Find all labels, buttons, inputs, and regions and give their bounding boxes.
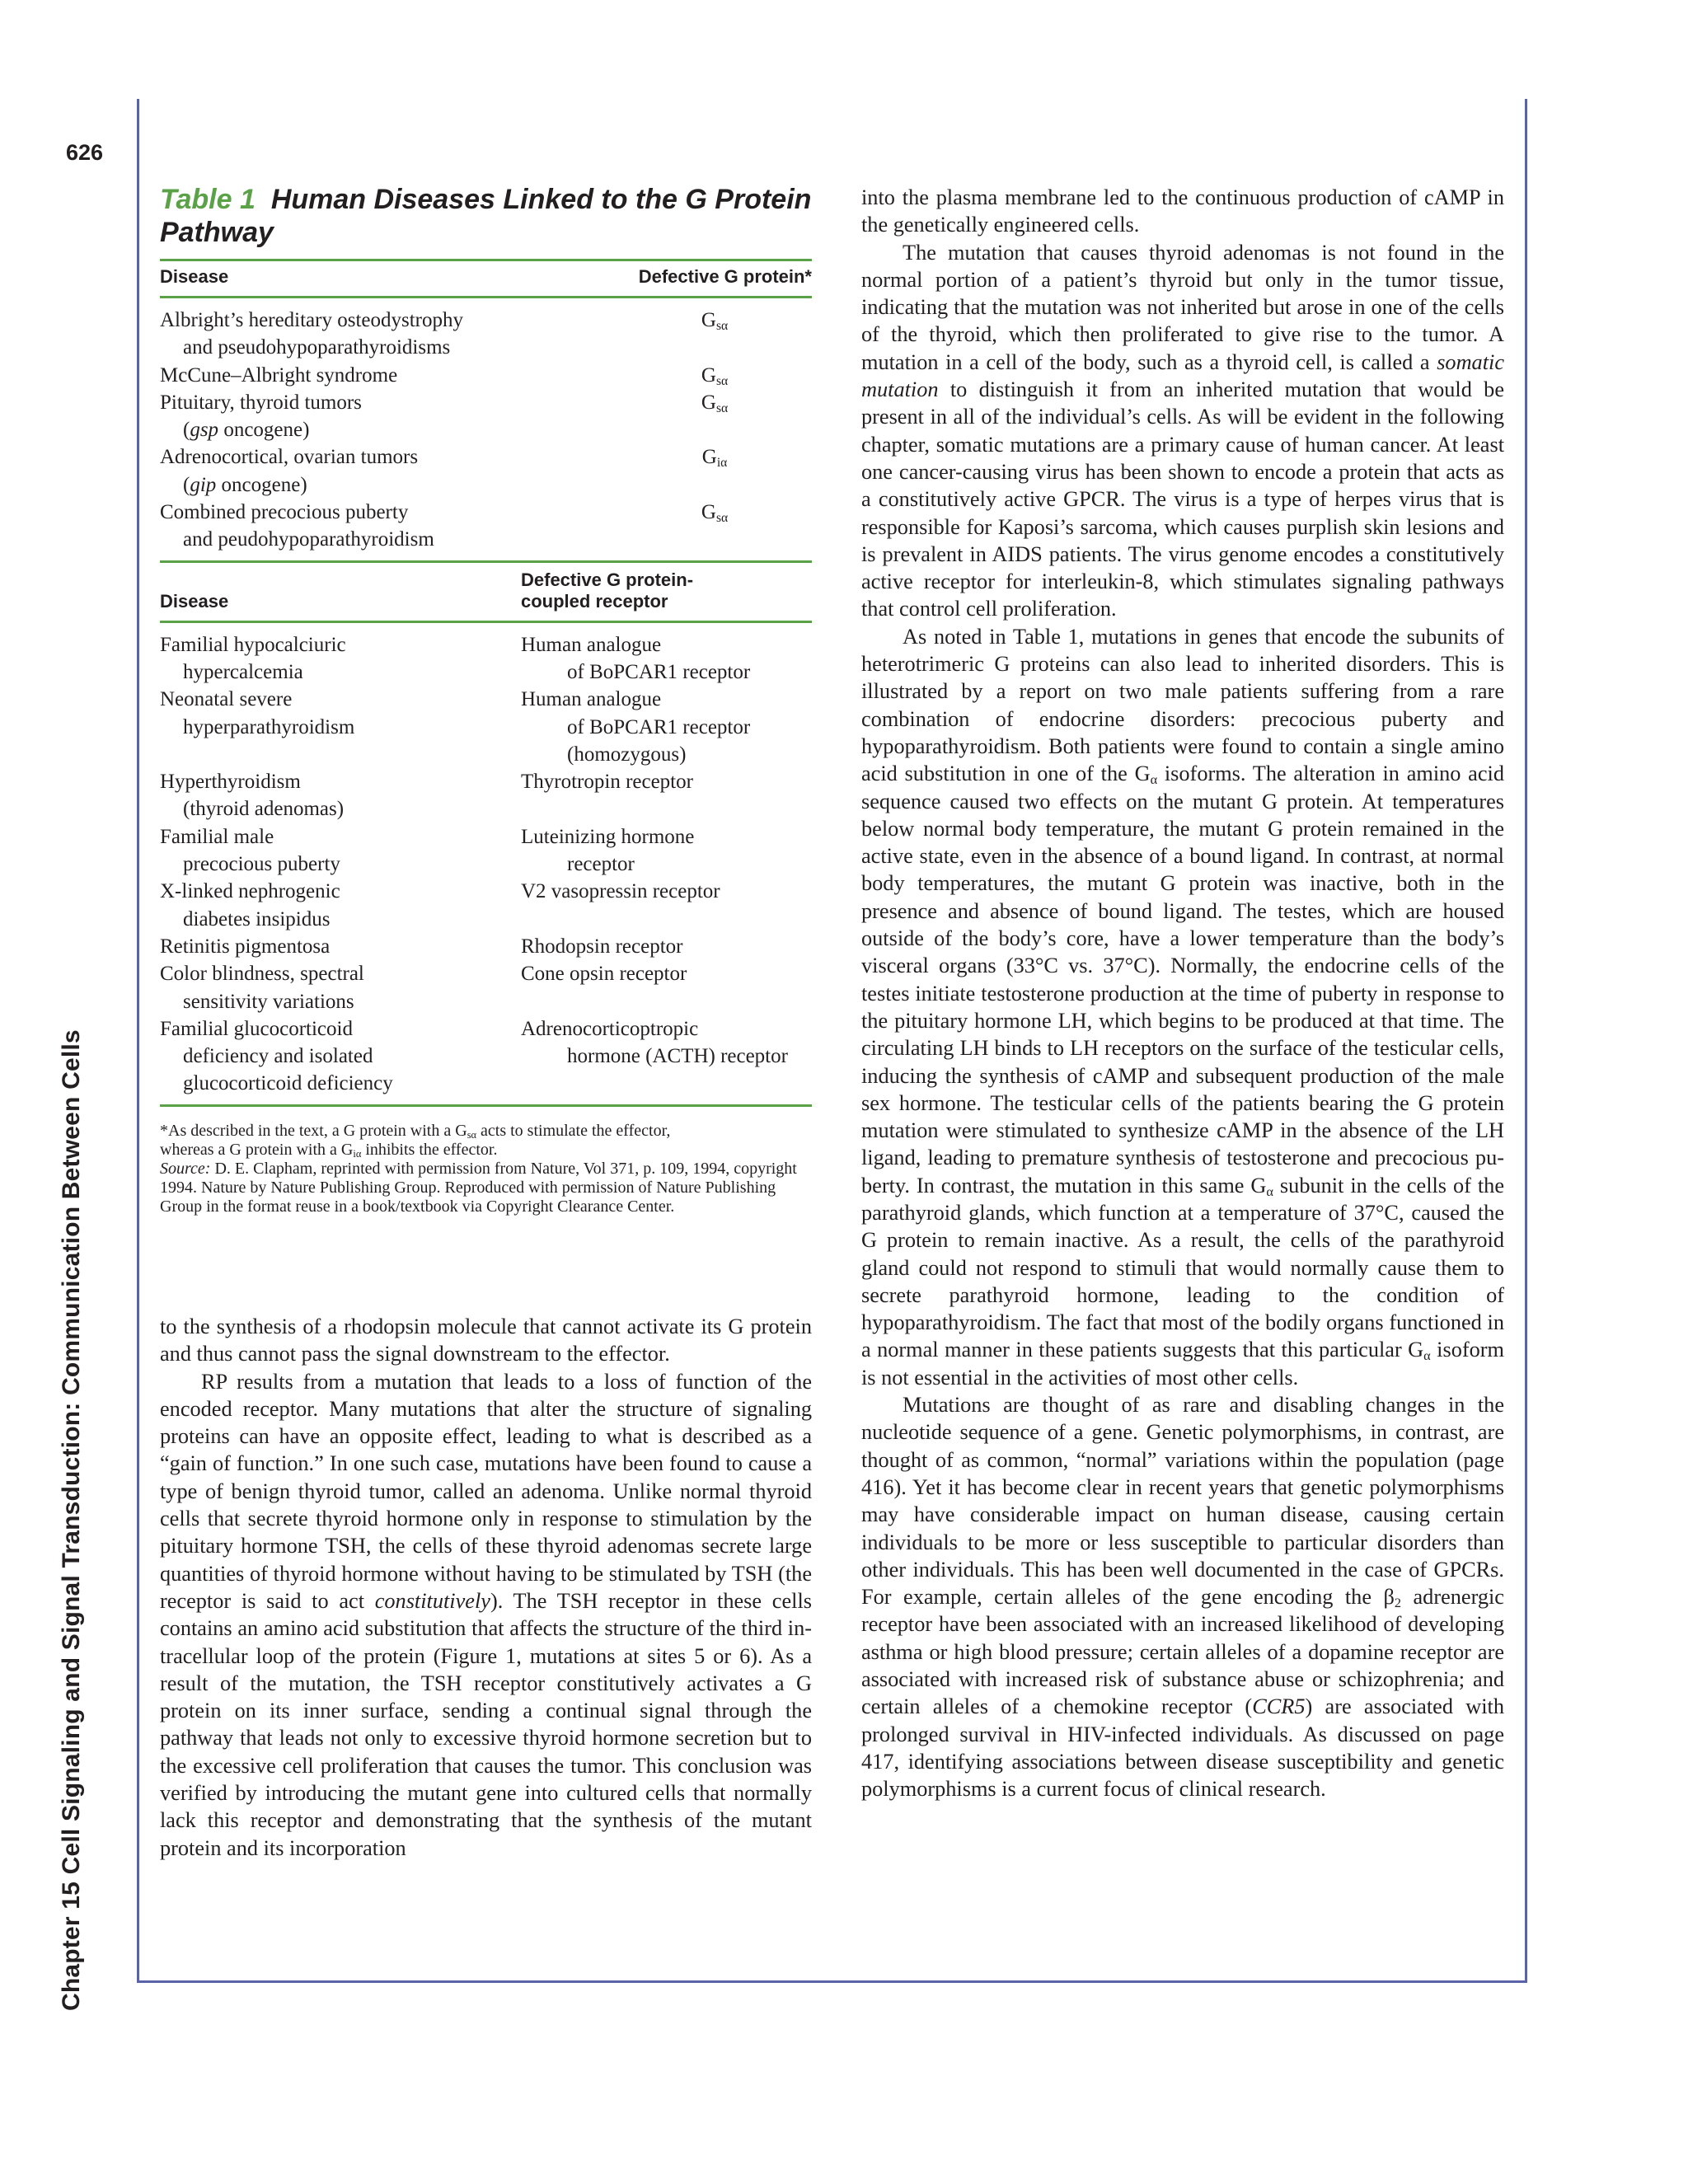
table-row [160,389,812,416]
table-row [160,878,812,905]
right-margin-rule [1525,99,1527,1982]
chapter-running-head: Chapter 15 Cell Signaling and Signal Transduction: Communication Between Cells [58,1029,85,2011]
table-row [160,443,812,471]
disease-cell: diabetes insipidus [183,907,331,930]
header-disease: Disease [160,266,229,287]
footnote-line-1: *As described in the text, a G protein with a $G_{s\alpha}$ acts to stimulate the effector, [160,1121,671,1141]
receptor-cell: Human analogue [521,688,662,711]
table-header-1 [160,261,812,296]
g-protein-cell: $G_{s\alpha}$ [701,309,729,333]
disease-cell: Adrenocortical, ovarian tumors [160,446,419,469]
table-row [160,741,812,768]
disease-cell [160,741,544,768]
table-row [160,471,812,499]
receptor-cell: Adrenocorticoptropic [521,1017,699,1040]
header-defective-g-protein: Defective G protein* [638,266,812,287]
g-protein-cell [641,416,812,443]
disease-cell: and pseudohypoparathyroidisms [183,336,451,359]
table-section-1 [160,298,812,560]
table-row [160,823,812,851]
g-protein-cell: $G_{i\alpha}$ [701,446,728,471]
disease-cell: Combined precocious puberty [160,501,409,524]
table-row [160,933,812,960]
receptor-cell: Human analogue [521,633,662,656]
table-1 [160,183,812,1216]
table-section-2 [160,623,812,1104]
receptor-cell: Thyrotropin receptor [521,771,693,794]
table-row [160,631,812,658]
receptor-cell: hormone (ACTH) receptor [567,1045,788,1068]
receptor-cell [544,988,812,1015]
table-footnote [160,1107,812,1216]
paragraph: Mutations are thought of as rare and disabling changes in the nucleotide sequence of a gene. Genetic polymorphisms, in contrast, are thought of as common, “normal” variations within the population (page 416). Yet it has become clear in recent years that genetic polymorphisms may have considerable impact on human disease, causing certain individuals to be more or less susceptible to particular disorders than other individuals. This has been well documented in the case of GPCRs. For example, certain alleles of the gene encoding the $\beta_2$ adrenergic receptor have been associated with an increased likelihood of developing asthma or high blood pressure; certain alleles of a dopamine receptor are associated with increased risk of substance abuse or schizophrenia; and certain alleles of a chemokine receptor (CCR5) are associated with prolonged survival in HIV-infected individuals. As discussed on page 417, identifying associations between disease susceptibility and genetic polymorphisms is a current focus of clinical research. [861,1393,1504,1802]
disease-cell: Familial glucocorticoid [160,1017,353,1040]
paragraph: RP results from a mutation that leads to a loss of function of the encoded receptor. Many mutations that alter the structure of signaling proteins can have an opposite effect, leading to what is described as a “gain of function.” In one such case, mutations have been found to cause a type of benign thyroid tumor, called an adenoma. Unlike normal thyroid cells that secrete thyroid hormone only in response to stimulation by the pituitary hormone TSH, the cells of these thyroid adenomas secrete large quantities of thyroid hormone without having to be stimulated by TSH (the receptor is said to act constitutively). The TSH receptor in these cells contains an amino acid substitution that affects the structure of the third intracellular loop of the protein (Figure 1, mutations at sites 5 or 6). As a result of the mutation, the TSH receptor constitutively activates a G protein on its inner surface, sending a continual signal through the pathway that leads not only to excessive thyroid hormone secretion but to the excessive cell proliferation that causes the tumor. This conclusion was verified by introducing the mutant gene into cultured cells that normally lack this receptor and demonstrating that the synthesis of the mutant protein and its incorporation [160,1369,812,1860]
header-receptor-line1: Defective G protein- [521,569,694,590]
disease-cell: Retinitis pigmentosa [160,935,331,958]
disease-cell: (thyroid adenomas) [183,798,345,821]
disease-cell: hyperparathyroidism [183,715,355,738]
disease-cell: (gip oncogene) [183,473,307,496]
receptor-cell [544,795,812,823]
table-row [160,960,812,987]
disease-cell: deficiency and isolated [183,1045,373,1068]
table-row [160,714,812,741]
receptor-cell: Cone opsin receptor [521,963,687,986]
table-row [160,851,812,878]
disease-cell: Neonatal severe [160,688,293,711]
disease-cell: Color blindness, spectral [160,963,364,986]
disease-cell: Familial hypocalciuric [160,633,346,656]
table-row [160,906,812,933]
disease-cell: hypercalcemia [183,660,303,683]
receptor-cell: of BoPCAR1 receptor [567,715,751,738]
receptor-cell: (homozygous) [567,743,687,766]
disease-cell: Pituitary, thyroid tumors [160,391,362,414]
table-row [160,499,812,526]
table-row [160,768,812,795]
disease-cell: glucocorticoid deficiency [183,1072,393,1095]
g-protein-cell [641,526,812,553]
table-row [160,526,812,553]
disease-cell: Hyperthyroidism [160,771,301,794]
g-protein-cell: $G_{s\alpha}$ [701,391,729,415]
receptor-cell [544,1070,812,1097]
disease-cell: sensitivity variations [183,990,354,1013]
g-protein-cell: $G_{s\alpha}$ [701,363,729,388]
receptor-cell: receptor [567,853,635,876]
left-text-column [160,1313,812,1862]
table-row [160,334,812,361]
table-label: Table 1 [160,184,256,215]
disease-cell: and peudohypoparathyroidism [183,528,434,551]
paragraph: As noted in Table 1, mutations in genes that encode the subunits of heterotrimeric G proteins can also lead to inherited disorders. This is illustrated by a report on two male patients suffering from a rare combination of endocrine disorders: precocious puberty and hypoparathyroidism. Both patients were found to contain a single amino acid substitution in one of the $G_\alpha$ isoforms. The alteration in amino acid sequence caused two effects on the mutant G protein. At temperatures below normal body temperature, the mutant G protein remained in the active state, even in the absence of a bound ligand. In contrast, at normal body temperatures, the mutant G protein was inactive, both in the presence and absence of bound ligand. The testes, which are housed outside of the body’s core, have a lower temperature than the body’s visceral organs (33°C vs. 37°C). Normally, the endocrine cells of the testes initiate testosterone production at the time of puberty in response to the pituitary hormone LH, which begins to be produced at that time. The circulating LH binds to LH receptors on the surface of the testicular cells, inducing the synthesis of cAMP and subsequent production of the male sex hormone. The testicular cells of the patients bearing the G protein mutation were stimulated to synthesize cAMP in the absence of the LH ligand, leading to premature synthesis of testosterone and precocious puberty. In contrast, the mutation in this same $G_\alpha$ subunit in the cells of the parathyroid glands, which function at a temperature of 37°C, caused the G protein to remain inactive. As a result, the cells of the parathyroid gland could not respond to stimuli that would normally cause them to secrete parathyroid hormone, leading to the condition of hypoparathyroidism. The fact that most of the bodily organs functioned in a normal manner in these patients suggests that this particular $G_\alpha$ isoform is not essential in the activities of most other cells. [861,624,1504,1390]
table-row [160,1043,812,1070]
receptor-cell: Luteinizing hormone [521,825,695,848]
disease-cell: Albright’s hereditary osteodystrophy [160,309,463,331]
paragraph: to the synthesis of a rhodopsin molecule that cannot activate its G protein and thus cannot pass the signal downstream to the effector. [160,1315,812,1366]
table-row [160,795,812,823]
header-defective-receptor [521,569,693,612]
table-row [160,1070,812,1097]
bottom-margin-rule [137,1980,1527,1983]
g-protein-cell: $G_{s\alpha}$ [701,501,729,525]
paragraph: The mutation that causes thyroid adenomas is not found in the normal portion of a patient’s thyroid but only in the tumor tissue, indicating that the mutation was not inherited but arose in one of the cells of the thyroid, which then proliferated to give rise to the tumor. A mutation in a cell of the body, such as a thyroid cell, is called a somatic mutation to distinguish it from an inherited mutation that would be present in all of the individual’s cells. As will be evident in the following chapter, somatic mutations are a primary cause of human cancer. At least one cancer-causing virus has been shown to encode a protein that acts as a constitutively active GPCR. The virus is a type of herpes virus that is responsible for Kaposi’s sarcoma, which causes purplish skin lesions and is prevalent in AIDS patients. The virus genome encodes a constitutively active receptor for interleukin-8, which stimulates signaling pathways that control cell proliferation. [861,240,1504,621]
paragraph: into the plasma membrane led to the continuous production of cAMP in the genetically engineered cells. [861,185,1504,237]
disease-cell: X-linked nephrogenic [160,880,340,903]
table-header-2 [160,563,812,621]
receptor-cell: V2 vasopressin receptor [521,880,720,903]
receptor-cell: of BoPCAR1 receptor [567,660,751,683]
page-number: 626 [66,140,104,165]
header-receptor-line2: coupled receptor [521,590,668,612]
left-margin-rule [137,99,139,1982]
disease-cell: Familial male [160,825,274,848]
footnote-source: Source: D. E. Clapham, reprinted with permission from Nature, Vol 371, p. 109, 1994, copyright 1994. Nature by Nature Publishing Group. Reproduced with permission of Nature Publishing Group in the format reuse in a book/textbook via Copyright Clearance Center. [160,1159,797,1216]
g-protein-cell [641,471,812,499]
table-row [160,416,812,443]
receptor-cell: Rhodopsin receptor [521,935,683,958]
right-text-column [861,184,1504,1803]
table-row [160,1015,812,1043]
disease-cell: precocious puberty [183,853,340,876]
table-row [160,988,812,1015]
table-row [160,362,812,389]
table-title-text: Human Diseases Linked to the G Protein Pathway [160,184,812,248]
table-row [160,307,812,334]
receptor-cell [544,906,812,933]
disease-cell: (gsp oncogene) [183,419,310,442]
table-row [160,658,812,686]
table-title [160,183,812,249]
disease-cell: McCune–Albright syndrome [160,363,398,387]
g-protein-cell [641,334,812,361]
footnote-line-2: whereas a G protein with a $G_{i\alpha}$ inhibits the effector. [160,1140,498,1160]
table-row [160,686,812,713]
header-disease-2: Disease [160,590,229,612]
